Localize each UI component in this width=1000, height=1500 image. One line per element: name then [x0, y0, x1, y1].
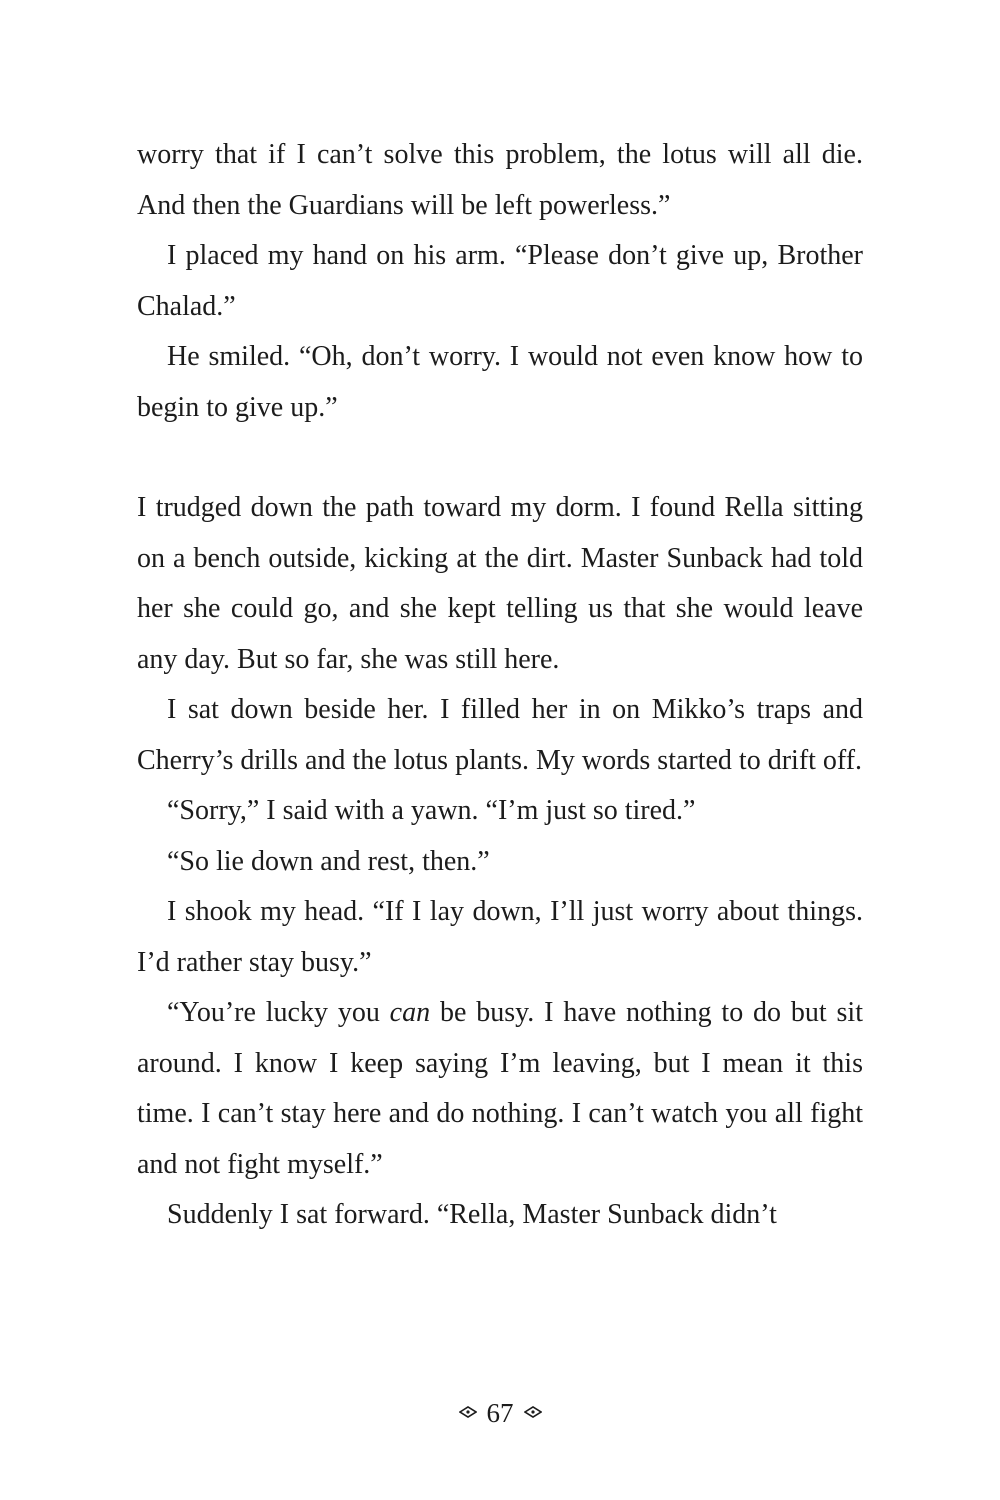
page-number: 67	[486, 1398, 514, 1428]
page-footer	[0, 1393, 1000, 1436]
paragraph-text: “So lie down and rest, then.”	[167, 845, 490, 877]
paragraph-text: I sat down beside her. I filled her in on Mikko’s traps and Cherry’s drills and the lotus plants. My words started to drift off.	[137, 694, 863, 776]
paragraph-text: “Sorry,” I said with a yawn. “I’m just so tired.”	[167, 795, 696, 826]
paragraph-text: I placed my hand on his arm. “Please don’t give up, Brother Chalad.”	[137, 240, 863, 322]
paragraph-text: I trudged down the path toward my dorm. I found Rella sitting on a bench outside, kicking at the dirt. Master Sunback had told her she could go, and she kept telling us that she would leave any day. But so far, she was still here.	[137, 492, 863, 675]
paragraph	[137, 887, 863, 988]
section-two	[137, 483, 863, 1241]
paragraph	[137, 332, 863, 433]
paragraph	[137, 988, 863, 1190]
diamond-ornament-icon	[459, 1394, 477, 1434]
emphasis-text: can	[389, 997, 431, 1028]
paragraph-text: I shook my head. “If I lay down, I’ll just worry about things. I’d rather stay busy.”	[137, 896, 863, 978]
paragraph	[137, 483, 863, 685]
paragraph	[137, 786, 863, 837]
paragraph-text: “You’re lucky you	[167, 997, 390, 1028]
diamond-ornament-icon	[524, 1394, 542, 1434]
paragraph	[137, 685, 863, 786]
paragraph-text: worry that if I can’t solve this problem, the lotus will all die. And then the Guardians will be left powerless.”	[137, 139, 863, 221]
paragraph	[137, 231, 863, 332]
paragraph-text: He smiled. “Oh, don’t worry. I would not even know how to begin to give up.”	[137, 341, 863, 423]
paragraph-text: Suddenly I sat forward. “Rella, Master Sunback didn’t	[167, 1199, 777, 1230]
paragraph	[137, 130, 863, 231]
section-one	[137, 130, 863, 433]
paragraph	[137, 1190, 863, 1241]
paragraph	[137, 837, 863, 888]
paragraph-text: be busy. I have nothing to do but sit around. I know I keep saying I’m leaving, but I mean it this time. I can’t stay here and do nothing. I can’t watch you all fight and not fight myself.”	[137, 997, 863, 1180]
